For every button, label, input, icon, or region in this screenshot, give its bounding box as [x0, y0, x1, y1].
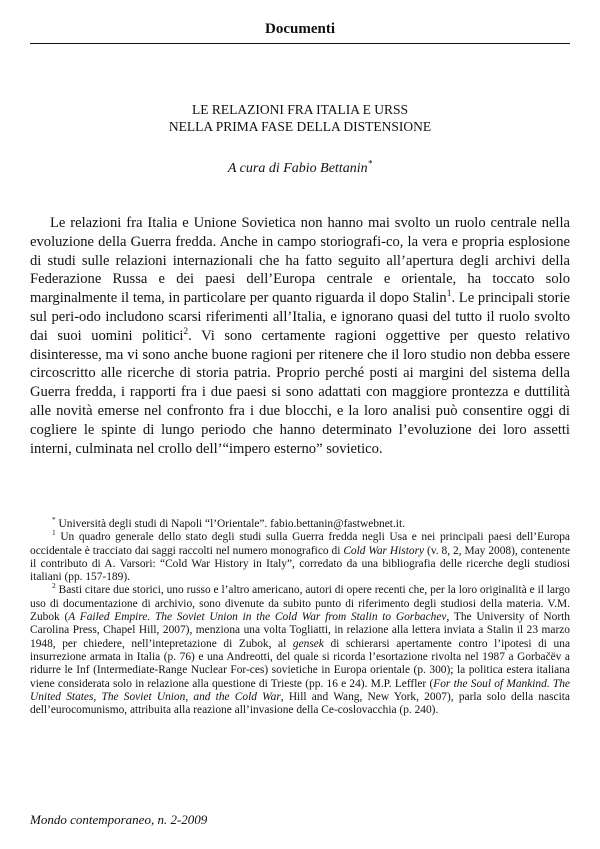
- footnote-1-journal-title: Cold War History: [343, 544, 425, 557]
- body-text-part-3: . Vi sono certamente ragioni oggettive per questo relativo disinteresse, ma vi sono anche buone ragioni per ritenere che il loro studio non debba essere circoscritto alle ricerche di storia patria. Proprio perché posti ai margini del sistema della Guerra fredda, i rapporti fra i due paesi si sono adattati con maggiore prontezza e duttilità alle novità emerse nel confronto fra i due blocchi, e la loro analisi può consentire oggi di cogliere le spinte di lungo periodo che hanno determinato l’evoluzione dei loro assetti interni, culminata nel crollo dell’“impero esterno” sovietico.: [30, 327, 570, 457]
- footnotes: [30, 515, 571, 717]
- footnote-1-marker: 1: [52, 528, 56, 538]
- footnote-2-text-c: di schierarsi apertamente contro l’ipotesi di una insurrezione armata in Italia (p. 76) e una Andreotti, del quale si ricorda l’esortazione rivolta nel 1987 a Gorbačëv a ridurre le Inf (Intermediate-Range Nuclear For-ces) sovietiche in Europa orientale (p. 300); la politica estera italiana viene considerata solo in relazione alla questione di Trieste (pp. 16 e 24). M.P. Leffler (: [30, 637, 570, 690]
- article-title: [30, 101, 570, 135]
- author-credit: [30, 160, 570, 178]
- footnote-ref-2: 2: [183, 326, 189, 337]
- footnote-2-book-title-zubok: A Failed Empire. The Soviet Union in the Cold War from Stalin to Gorbachev: [68, 611, 447, 624]
- footnote-2-text-d: , Hill and Wang, New York, 2007), parla solo della nascita dell’eurocomunismo, attribuita alla reazione all’invasione della Ce-coslovacchia (p. 240).: [30, 690, 570, 717]
- footnote-star-text: Università degli studi di Napoli “l’Orientale”. fabio.bettanin@fastwebnet.it.: [55, 518, 405, 530]
- section-header: Documenti: [265, 21, 335, 37]
- header-rule: [30, 43, 570, 44]
- footnote-ref-1: 1: [446, 289, 452, 300]
- footnote-1-text-b: (v. 8, 2, May 2008), contenente il contributo di A. Varsori: “Cold War History in Italy”, corredato da una bibliografia delle ricerche degli studiosi italiani (pp. 157-189).: [30, 544, 571, 584]
- body-text-part-1: Le relazioni fra Italia e Unione Sovietica non hanno mai svolto un ruolo centrale nella evoluzione della Guerra fredda. Anche in campo storiografi-co, la vera e propria esplosione di studi sulle relazioni internazionali che ha fatto seguito all’apertura degli archivi della Federazione Russa e dei paesi dell’Europa centrale e orientale, ha toccato solo marginalmente il tema, in particolare per quanto riguarda il dopo Stalin: [30, 215, 570, 307]
- title-line-1: LE RELAZIONI FRA ITALIA E URSS: [191, 102, 409, 117]
- footnote-2-term-gensek: gensek: [292, 637, 324, 650]
- footnote-2-marker: 2: [52, 581, 56, 591]
- footnote-2: [30, 581, 570, 717]
- footnote-star: [30, 515, 570, 531]
- footnote-1-text-a: Un quadro generale dello stato degli studi sulla Guerra fredda negli Usa e nei principali paesi dell’Europa occidentale è tracciato dai saggi raccolti nel numero monografico di: [30, 531, 570, 557]
- footnote-1: [30, 528, 571, 584]
- body-paragraph: [30, 214, 570, 458]
- footnote-star-marker: *: [52, 515, 56, 525]
- footnote-2-text-b: , The University of North Carolina Press, Chapel Hill, 2007), menziona una volta Togliatti, in relazione alla lettera inviata a Stalin il 23 marzo 1948, per chiedere, nell’intepretazione di Zubok, al: [30, 611, 570, 650]
- journal-footer: Mondo contemporaneo, n. 2-2009: [30, 812, 208, 827]
- author-name: A cura di Fabio Bettanin: [227, 161, 368, 176]
- footnote-2-book-title-leffler: For the Soul of Mankind. The United States, The Soviet Union, and the Cold War: [30, 677, 570, 703]
- author-footnote-marker: *: [367, 158, 373, 169]
- body-text-part-2: . Le principali storie sul peri-odo includono scarsi riferimenti all’Italia, e ignorano quasi del tutto il ruolo svolto dai suoi uomini politici: [30, 290, 570, 344]
- title-line-2: NELLA PRIMA FASE DELLA DISTENSIONE: [168, 119, 432, 134]
- footnote-2-text-a: Basti citare due storici, uno russo e l’altro americano, autori di opere recenti che, per la loro originalità e il largo uso di documentazione di archivio, sono divenute da subito punto di riferimento degli studiosi della materia. V.M. Zubok (: [30, 584, 570, 624]
